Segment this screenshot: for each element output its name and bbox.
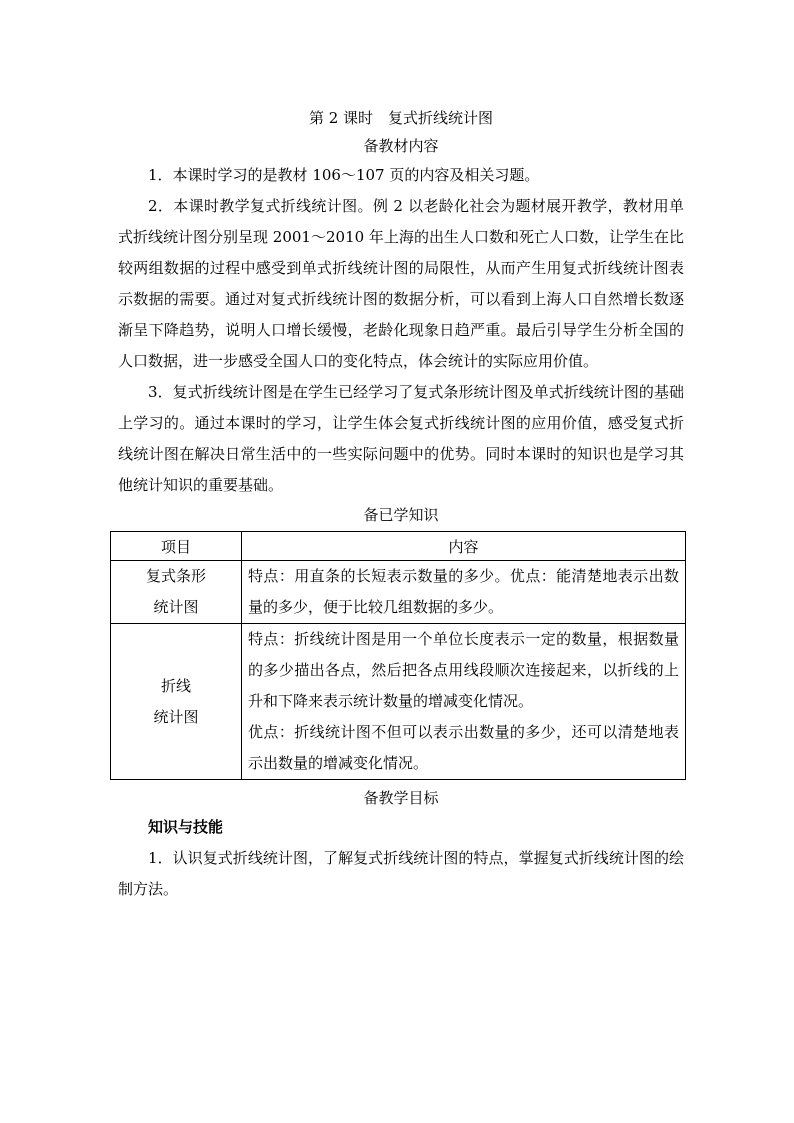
table-cell-content [242, 624, 686, 780]
paragraph-materials-3: 3．复式折线统计图是在学生已经学习了复式条形统计图及单式折线统计图的基础上学习的。通过本课时的学习，让学生体会复式折线统计图的应用价值，感受复式折线统计图在解决日常生活中的一些实际问题中的优势。同时本课时的知识也是学习其他统计知识的重要基础。 [118, 383, 684, 494]
section-heading-teaching-goals: 备教学目标 [363, 789, 439, 807]
table-header-row [111, 532, 686, 561]
table-header-item: 项目 [111, 532, 242, 561]
item-label-line: 折线 [160, 676, 191, 695]
item-label-line: 统计图 [153, 707, 199, 726]
section-heading-prior-knowledge: 备已学知识 [363, 506, 439, 524]
table-cell-content [242, 561, 686, 624]
table-header-content: 内容 [242, 532, 686, 561]
document-page [118, 104, 684, 905]
prior-knowledge-table [110, 531, 686, 780]
paragraph-materials-2: 2．本课时教学复式折线统计图。例 2 以老龄化社会为题材展开教学，教材用单式折线统计图分别呈现 2001～2010 年上海的出生人口数和死亡人口数，让学生在比较两组数据的过程中感受到单式折线统计图的局限性，从而产生用复式折线统计图表示数据的需要。通过对复式折线统计图的数据分析，可以看到上海人口自然增长数逐渐呈下降趋势，说明人口增长缓慢，老龄化现象日趋严重。最后引导学生分析全国的人口数据，进一步感受全国人口的变化特点，体会统计的实际应用价值。 [118, 197, 684, 370]
content-text: 特点：用直条的长短表示数量的多少。优点：能清楚地表示出数量的多少，便于比较几组数据的多少。 [248, 567, 679, 616]
table-row [111, 624, 686, 780]
table-row [111, 561, 686, 624]
content-text: 优点：折线统计图不但可以表示出数量的多少，还可以清楚地表示出数量的增减变化情况。 [248, 723, 679, 772]
section-heading-materials: 备教材内容 [363, 137, 439, 155]
paragraph-materials-1: 1．本课时学习的是教材 106～107 页的内容及相关习题。 [148, 166, 540, 184]
item-label-line: 统计图 [153, 598, 199, 616]
item-label-line: 复式条形 [145, 567, 206, 585]
subheading-knowledge-skills: 知识与技能 [148, 818, 224, 836]
table-cell-item [111, 624, 242, 780]
table-cell-item [111, 561, 242, 624]
paragraph-goals-1: 1．认识复式折线统计图，了解复式折线统计图的特点，掌握复式折线统计图的绘制方法。 [118, 849, 684, 898]
lesson-title: 第 2 课时 复式折线统计图 [308, 109, 494, 127]
content-text: 特点：折线统计图是用一个单位长度表示一定的数量，根据数量的多少描出各点，然后把各点用线段顺次连接起来，以折线的上升和下降来表示统计数量的增减变化情况。 [248, 630, 679, 710]
